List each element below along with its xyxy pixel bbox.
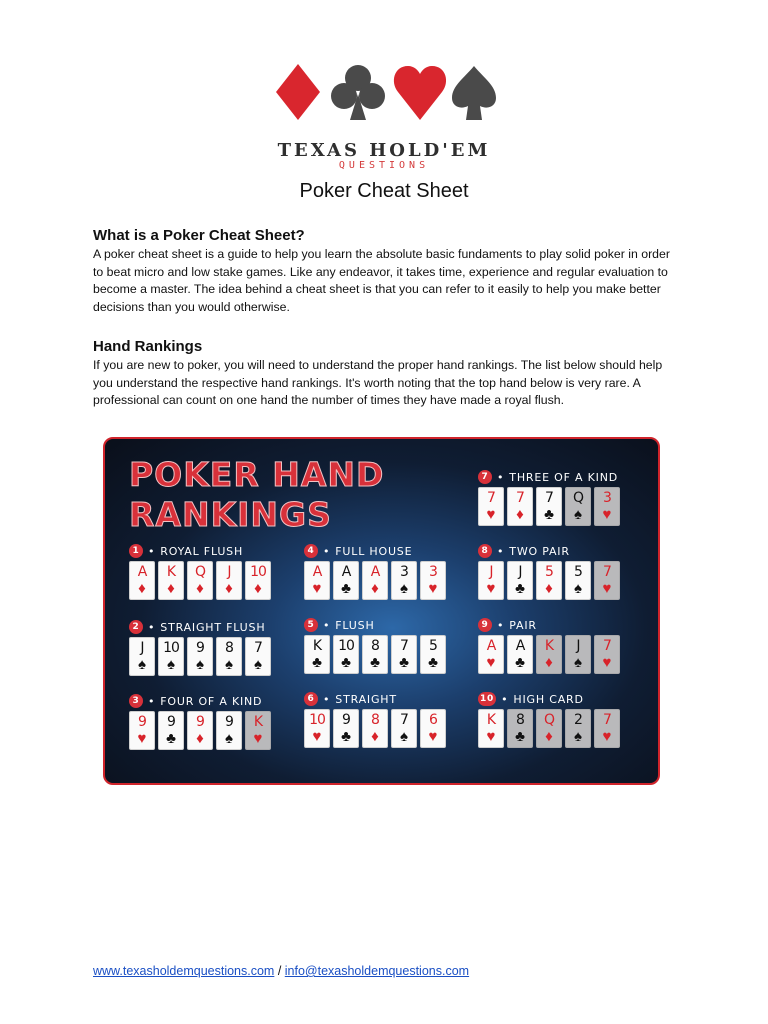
card-rank: J bbox=[227, 564, 231, 580]
bullet-icon: • bbox=[501, 692, 509, 706]
card-rank: 9 bbox=[167, 714, 175, 730]
ranking-label bbox=[478, 469, 618, 485]
playing-card bbox=[507, 635, 533, 674]
card-row bbox=[304, 561, 446, 600]
bullet-icon: • bbox=[497, 470, 505, 484]
playing-card bbox=[158, 561, 184, 600]
card-suit-icon: ♦ bbox=[516, 506, 524, 523]
card-rank: Q bbox=[543, 712, 555, 728]
card-suit-icon: ♦ bbox=[196, 580, 204, 597]
playing-card bbox=[594, 487, 620, 526]
document-title: Poker Cheat Sheet bbox=[299, 180, 469, 202]
card-suit-icon: ♥ bbox=[602, 728, 612, 745]
card-suit-icon: ♠ bbox=[138, 656, 146, 673]
ranking-item bbox=[478, 543, 648, 613]
poster-title-line: POKER HAND bbox=[129, 455, 385, 494]
playing-card bbox=[391, 709, 417, 748]
card-suit-icon: ♣ bbox=[341, 728, 351, 745]
section-heading: What is a Poker Cheat Sheet? bbox=[93, 227, 305, 244]
card-rank: 9 bbox=[196, 640, 204, 656]
card-suit-icon: ♥ bbox=[312, 580, 322, 597]
card-suit-icon: ♥ bbox=[602, 654, 612, 671]
playing-card bbox=[536, 709, 562, 748]
playing-card bbox=[216, 711, 242, 750]
card-suit-icon: ♥ bbox=[486, 728, 496, 745]
card-suit-icon: ♣ bbox=[312, 654, 322, 671]
card-rank: 5 bbox=[545, 564, 553, 580]
section-hand-rankings bbox=[93, 338, 678, 410]
card-rank: 9 bbox=[225, 714, 233, 730]
card-rank: 3 bbox=[429, 564, 437, 580]
bullet-icon: • bbox=[323, 692, 331, 706]
section-what-is bbox=[93, 227, 678, 316]
card-suit-icon: ♠ bbox=[400, 728, 408, 745]
playing-card bbox=[507, 709, 533, 748]
ranking-label bbox=[304, 691, 397, 707]
card-suit-icon: ♣ bbox=[428, 654, 438, 671]
ranking-label bbox=[304, 543, 412, 559]
card-suit-icon: ♠ bbox=[167, 656, 175, 673]
card-rank: 5 bbox=[574, 564, 582, 580]
card-row bbox=[129, 561, 271, 600]
card-suit-icon: ♠ bbox=[254, 656, 262, 673]
ranking-label bbox=[478, 543, 570, 559]
card-suit-icon: ♥ bbox=[253, 730, 263, 747]
playing-card bbox=[478, 635, 504, 674]
card-suit-icon: ♦ bbox=[545, 654, 553, 671]
card-suit-icon: ♥ bbox=[137, 730, 147, 747]
card-rank: A bbox=[370, 564, 380, 580]
card-suit-icon: ♠ bbox=[225, 656, 233, 673]
playing-card bbox=[594, 709, 620, 748]
ranking-name: ROYAL FLUSH bbox=[160, 544, 244, 558]
ranking-name: PAIR bbox=[509, 618, 537, 632]
section-body: A poker cheat sheet is a guide to help you learn the absolute basic fundaments to play solid poker in order to beat micro and low stake games. Like any endeavor, it takes time, experience and regular evaluation to become a master. The idea behind a cheat sheet is that you can refer to it easily to help you make better decisions than you would otherwise. bbox=[93, 247, 670, 314]
card-suit-icon: ♦ bbox=[138, 580, 146, 597]
footer-separator: / bbox=[274, 964, 285, 978]
playing-card bbox=[333, 561, 359, 600]
ranking-item bbox=[304, 543, 474, 613]
card-rank: K bbox=[486, 712, 496, 728]
card-row bbox=[129, 637, 271, 676]
card-row bbox=[129, 711, 271, 750]
site-logo bbox=[0, 58, 768, 178]
ranking-number: 10 bbox=[480, 694, 495, 704]
bullet-icon: • bbox=[323, 544, 331, 558]
bullet-icon: • bbox=[497, 544, 505, 558]
card-rank: 10 bbox=[338, 638, 354, 654]
ranking-label bbox=[129, 619, 265, 635]
playing-card bbox=[536, 635, 562, 674]
card-rank: K bbox=[166, 564, 176, 580]
card-row bbox=[304, 709, 446, 748]
card-suit-icon: ♠ bbox=[400, 580, 408, 597]
card-suit-icon: ♠ bbox=[574, 728, 582, 745]
ranking-item bbox=[478, 617, 648, 687]
card-rank: 7 bbox=[400, 638, 408, 654]
playing-card bbox=[245, 561, 271, 600]
card-suit-icon: ♥ bbox=[486, 654, 496, 671]
playing-card bbox=[187, 637, 213, 676]
playing-card bbox=[304, 635, 330, 674]
card-rank: 7 bbox=[603, 564, 611, 580]
ranking-item bbox=[304, 617, 474, 687]
card-suit-icon: ♦ bbox=[225, 580, 233, 597]
card-rank: J bbox=[518, 564, 522, 580]
playing-card bbox=[333, 709, 359, 748]
card-suit-icon: ♥ bbox=[312, 728, 322, 745]
playing-card bbox=[565, 561, 591, 600]
playing-card bbox=[333, 635, 359, 674]
card-rank: 9 bbox=[342, 712, 350, 728]
card-suit-icon: ♣ bbox=[515, 728, 525, 745]
card-row bbox=[478, 709, 620, 748]
bullet-icon: • bbox=[148, 544, 156, 558]
card-suit-icon: ♥ bbox=[428, 580, 438, 597]
playing-card bbox=[245, 711, 271, 750]
card-rank: A bbox=[137, 564, 147, 580]
ranking-name: STRAIGHT bbox=[335, 692, 397, 706]
card-rank: 7 bbox=[487, 490, 495, 506]
ranking-item bbox=[129, 543, 299, 613]
ranking-number: 7 bbox=[478, 470, 492, 484]
card-rank: 10 bbox=[163, 640, 179, 656]
card-rank: 2 bbox=[574, 712, 582, 728]
bullet-icon: • bbox=[148, 620, 156, 634]
ranking-item bbox=[478, 691, 648, 761]
card-suit-icon: ♥ bbox=[602, 580, 612, 597]
playing-card bbox=[187, 561, 213, 600]
card-rank: 5 bbox=[429, 638, 437, 654]
card-rank: 9 bbox=[138, 714, 146, 730]
card-rank: 8 bbox=[371, 638, 379, 654]
playing-card bbox=[565, 635, 591, 674]
card-rank: J bbox=[140, 640, 144, 656]
card-rank: K bbox=[544, 638, 554, 654]
card-rank: J bbox=[576, 638, 580, 654]
hand-rankings-poster bbox=[103, 437, 660, 785]
ranking-name: STRAIGHT FLUSH bbox=[160, 620, 266, 634]
card-rank: 8 bbox=[371, 712, 379, 728]
playing-card bbox=[594, 561, 620, 600]
ranking-label bbox=[304, 617, 375, 633]
ranking-label bbox=[129, 693, 262, 709]
card-suit-icon: ♥ bbox=[428, 728, 438, 745]
card-rank: 7 bbox=[254, 640, 262, 656]
card-suit-icon: ♥ bbox=[486, 580, 496, 597]
bullet-icon: • bbox=[323, 618, 331, 632]
card-suit-icon: ♦ bbox=[545, 580, 553, 597]
card-rank: Q bbox=[572, 490, 584, 506]
card-suit-icon: ♠ bbox=[574, 506, 582, 523]
card-rank: 7 bbox=[516, 490, 524, 506]
playing-card bbox=[216, 637, 242, 676]
ranking-number: 2 bbox=[129, 620, 143, 634]
ranking-item bbox=[129, 693, 299, 763]
card-rank: Q bbox=[194, 564, 206, 580]
ranking-name: FLUSH bbox=[335, 618, 375, 632]
playing-card bbox=[536, 487, 562, 526]
ranking-label bbox=[478, 691, 584, 707]
card-suit-icon: ♣ bbox=[399, 654, 409, 671]
card-rank: K bbox=[253, 714, 263, 730]
card-rank: 10 bbox=[250, 564, 266, 580]
ranking-number: 3 bbox=[129, 694, 143, 708]
ranking-item bbox=[304, 691, 474, 761]
ranking-label bbox=[478, 617, 537, 633]
section-heading: Hand Rankings bbox=[93, 338, 203, 355]
playing-card bbox=[565, 709, 591, 748]
ranking-number: 9 bbox=[478, 618, 492, 632]
playing-card bbox=[129, 711, 155, 750]
card-suit-icon: ♣ bbox=[515, 580, 525, 597]
card-suits-logo-icon bbox=[274, 60, 498, 124]
playing-card bbox=[420, 561, 446, 600]
playing-card bbox=[507, 487, 533, 526]
playing-card bbox=[478, 709, 504, 748]
email-link[interactable]: info@texasholdemquestions.com bbox=[284, 964, 470, 978]
ranking-number: 1 bbox=[129, 544, 143, 558]
ranking-name: FULL HOUSE bbox=[335, 544, 413, 558]
playing-card bbox=[129, 561, 155, 600]
ranking-name: THREE OF A KIND bbox=[509, 470, 618, 484]
playing-card bbox=[362, 561, 388, 600]
playing-card bbox=[304, 561, 330, 600]
card-suit-icon: ♦ bbox=[254, 580, 262, 597]
card-rank: A bbox=[341, 564, 351, 580]
card-suit-icon: ♠ bbox=[574, 580, 582, 597]
card-suit-icon: ♣ bbox=[341, 580, 351, 597]
playing-card bbox=[391, 635, 417, 674]
section-body: If you are new to poker, you will need to understand the proper hand rankings. The list below should help you understand the respective hand rankings. It's worth noting that the top hand below is very rare. A professional can count on one hand the number of times they have made a royal flush. bbox=[93, 358, 663, 408]
card-row bbox=[478, 635, 620, 674]
playing-card bbox=[420, 709, 446, 748]
bullet-icon: • bbox=[497, 618, 505, 632]
card-suit-icon: ♦ bbox=[196, 730, 204, 747]
ranking-name: TWO PAIR bbox=[509, 544, 570, 558]
ranking-number: 4 bbox=[304, 544, 318, 558]
card-rank: 7 bbox=[545, 490, 553, 506]
card-suit-icon: ♦ bbox=[371, 580, 379, 597]
playing-card bbox=[216, 561, 242, 600]
brand-title: TEXAS HOLD'EM bbox=[277, 140, 491, 161]
ranking-number: 8 bbox=[478, 544, 492, 558]
ranking-label bbox=[129, 543, 243, 559]
playing-card bbox=[362, 709, 388, 748]
ranking-name: HIGH CARD bbox=[513, 692, 584, 706]
card-suit-icon: ♣ bbox=[166, 730, 176, 747]
playing-card bbox=[594, 635, 620, 674]
card-rank: 8 bbox=[516, 712, 524, 728]
playing-card bbox=[245, 637, 271, 676]
playing-card bbox=[362, 635, 388, 674]
ranking-name: FOUR OF A KIND bbox=[160, 694, 263, 708]
brand-subtitle: QUESTIONS bbox=[338, 160, 430, 171]
card-rank: 10 bbox=[309, 712, 325, 728]
card-suit-icon: ♠ bbox=[225, 730, 233, 747]
card-rank: 7 bbox=[603, 638, 611, 654]
card-rank: A bbox=[515, 638, 525, 654]
playing-card bbox=[478, 487, 504, 526]
playing-card bbox=[391, 561, 417, 600]
playing-card bbox=[129, 637, 155, 676]
playing-card bbox=[478, 561, 504, 600]
card-suit-icon: ♣ bbox=[341, 654, 351, 671]
website-link[interactable]: www.texasholdemquestions.com bbox=[93, 964, 275, 978]
card-rank: A bbox=[312, 564, 322, 580]
card-rank: 3 bbox=[400, 564, 408, 580]
card-suit-icon: ♣ bbox=[370, 654, 380, 671]
card-rank: J bbox=[489, 564, 493, 580]
ranking-item bbox=[478, 469, 648, 539]
card-suit-icon: ♣ bbox=[544, 506, 554, 523]
poster-title-line: RANKINGS bbox=[129, 495, 332, 534]
card-rank: K bbox=[312, 638, 322, 654]
card-suit-icon: ♣ bbox=[515, 654, 525, 671]
card-suit-icon: ♦ bbox=[371, 728, 379, 745]
card-rank: 3 bbox=[603, 490, 611, 506]
playing-card bbox=[187, 711, 213, 750]
card-row bbox=[304, 635, 446, 674]
poster-title bbox=[129, 455, 384, 535]
ranking-number: 6 bbox=[304, 692, 318, 706]
card-rank: 7 bbox=[400, 712, 408, 728]
card-rank: 7 bbox=[603, 712, 611, 728]
ranking-item bbox=[129, 619, 299, 689]
playing-card bbox=[536, 561, 562, 600]
playing-card bbox=[507, 561, 533, 600]
card-suit-icon: ♠ bbox=[574, 654, 582, 671]
card-row bbox=[478, 561, 620, 600]
bullet-icon: • bbox=[148, 694, 156, 708]
card-rank: 6 bbox=[429, 712, 437, 728]
card-rank: 8 bbox=[225, 640, 233, 656]
playing-card bbox=[158, 637, 184, 676]
card-rank: A bbox=[486, 638, 496, 654]
playing-card bbox=[158, 711, 184, 750]
card-row bbox=[478, 487, 620, 526]
card-suit-icon: ♦ bbox=[167, 580, 175, 597]
footer bbox=[93, 964, 469, 978]
card-suit-icon: ♥ bbox=[602, 506, 612, 523]
playing-card bbox=[420, 635, 446, 674]
card-rank: 9 bbox=[196, 714, 204, 730]
card-suit-icon: ♥ bbox=[486, 506, 496, 523]
ranking-number: 5 bbox=[304, 618, 318, 632]
card-suit-icon: ♦ bbox=[545, 728, 553, 745]
playing-card bbox=[565, 487, 591, 526]
card-suit-icon: ♠ bbox=[196, 656, 204, 673]
playing-card bbox=[304, 709, 330, 748]
